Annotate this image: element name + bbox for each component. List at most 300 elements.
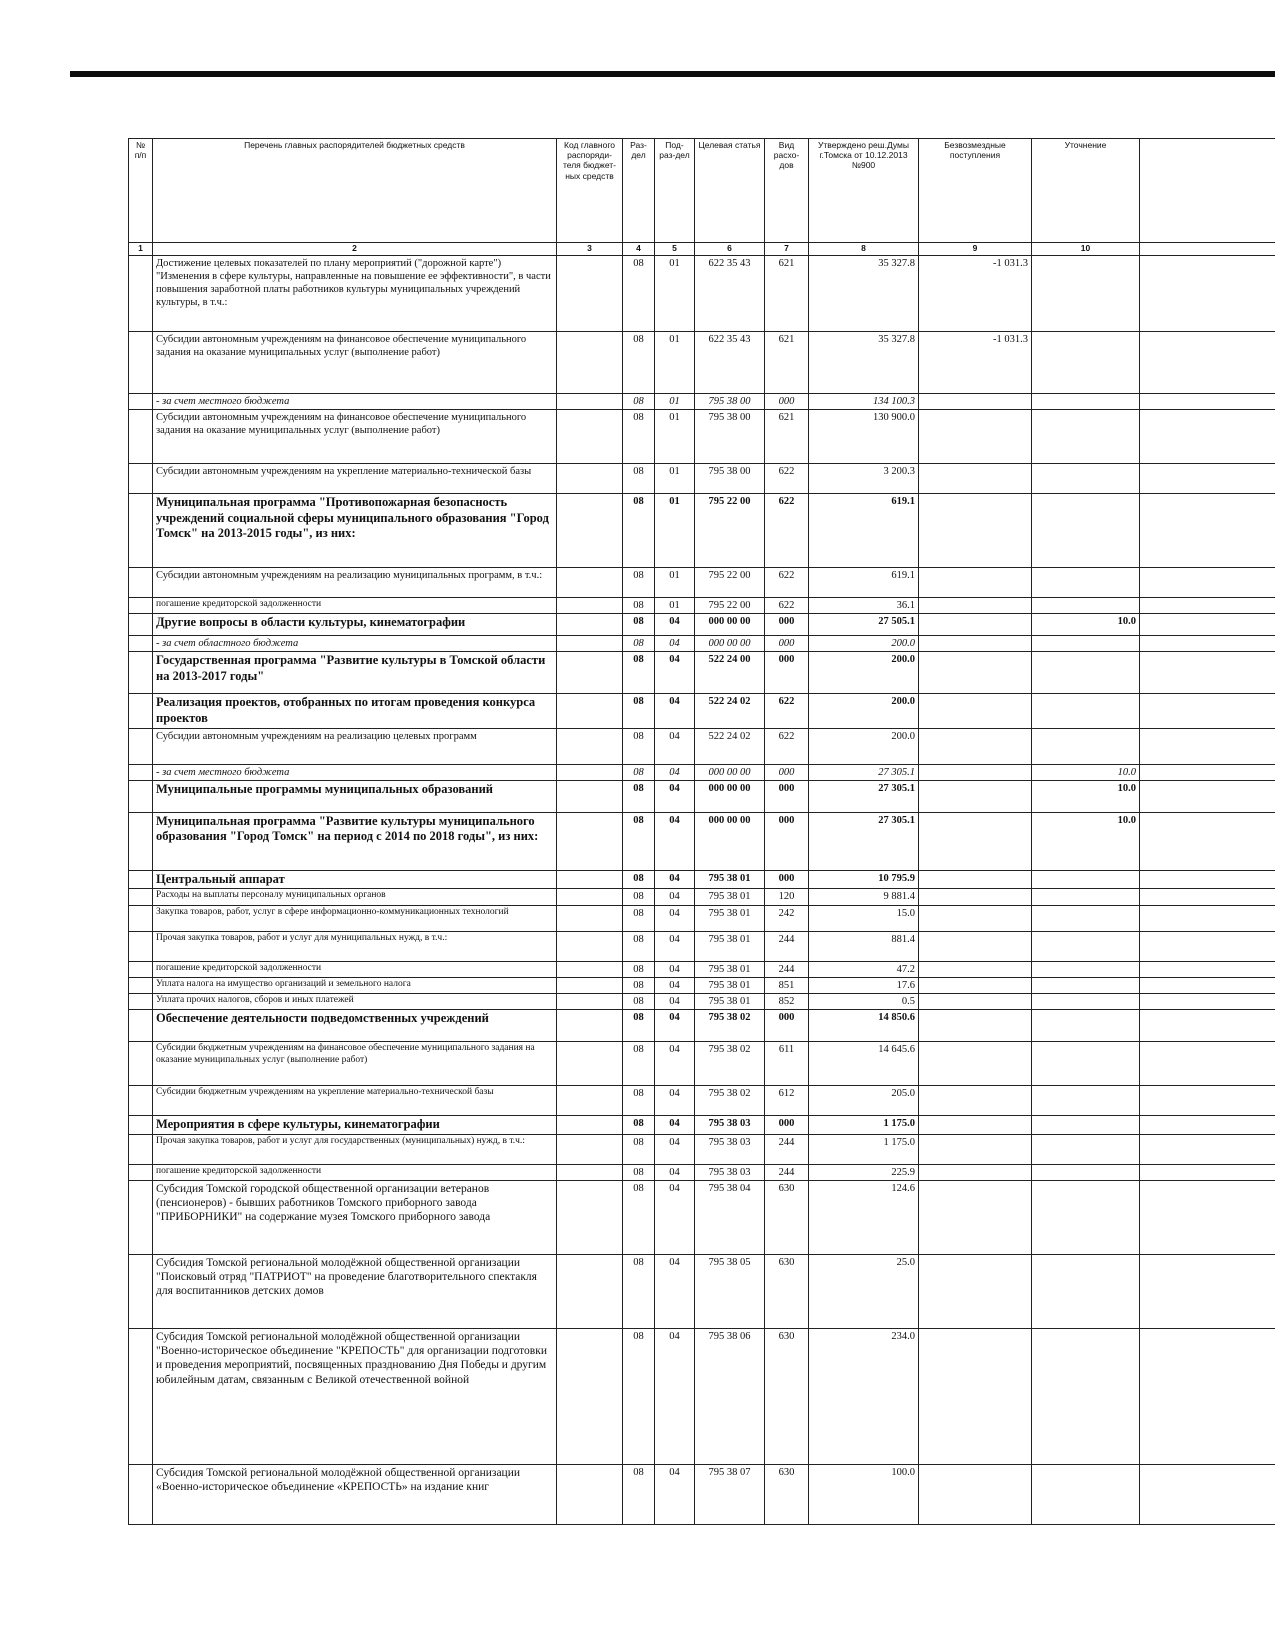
- header-grants: Безвозмездные поступления: [919, 139, 1032, 243]
- row-name: погашение кредиторской задолженности: [153, 598, 557, 614]
- row-refinement: [1032, 1085, 1140, 1115]
- row-subsection: 01: [655, 394, 695, 410]
- row-grants: [919, 1328, 1032, 1464]
- row-section: 08: [623, 728, 655, 764]
- row-subsection: 01: [655, 568, 695, 598]
- row-number: [129, 1009, 153, 1041]
- row-target: 795 22 00: [695, 568, 765, 598]
- row-expense-type: 242: [765, 905, 809, 931]
- row-name: Субсидия Томской региональной молодёжной общественной организации «Военно-историческое объединение «КРЕПОСТЬ» на издание книг: [153, 1464, 557, 1524]
- table-body: [129, 256, 1275, 1525]
- col-number: 7: [765, 243, 809, 256]
- row-grants: [919, 977, 1032, 993]
- row-subsection: 01: [655, 464, 695, 494]
- row-grants: [919, 394, 1032, 410]
- row-refinement: [1032, 1464, 1140, 1524]
- header-section: Раз-дел: [623, 139, 655, 243]
- row-code: [557, 410, 623, 464]
- row-expense-type: 000: [765, 652, 809, 694]
- row-section: 08: [623, 598, 655, 614]
- table-row: [129, 1164, 1275, 1180]
- row-refinement: [1032, 1254, 1140, 1328]
- table-row: [129, 1134, 1275, 1164]
- row-section: 08: [623, 494, 655, 568]
- row-target: 795 22 00: [695, 494, 765, 568]
- header-target: Целевая статья: [695, 139, 765, 243]
- row-target: 000 00 00: [695, 764, 765, 780]
- row-code: [557, 636, 623, 652]
- row-extra: [1140, 464, 1275, 494]
- row-expense-type: 630: [765, 1254, 809, 1328]
- row-subsection: 04: [655, 764, 695, 780]
- table-row: [129, 905, 1275, 931]
- row-target: 522 24 00: [695, 652, 765, 694]
- row-approved: 205.0: [809, 1085, 919, 1115]
- row-subsection: 04: [655, 652, 695, 694]
- row-approved: 200.0: [809, 728, 919, 764]
- row-grants: [919, 1115, 1032, 1134]
- row-name: Субсидия Томской городской общественной организации ветеранов (пенсионеров) - бывших работников Томского приборного завода "ПРИБОРНИКИ" на содержание музея Томского приборного завода: [153, 1180, 557, 1254]
- row-code: [557, 1085, 623, 1115]
- row-approved: 0.5: [809, 993, 919, 1009]
- row-extra: [1140, 780, 1275, 812]
- row-grants: [919, 598, 1032, 614]
- row-name: погашение кредиторской задолженности: [153, 961, 557, 977]
- row-refinement: [1032, 332, 1140, 394]
- row-expense-type: 000: [765, 812, 809, 870]
- row-expense-type: 630: [765, 1328, 809, 1464]
- column-numbers-row: [129, 243, 1275, 256]
- row-grants: [919, 652, 1032, 694]
- row-expense-type: 244: [765, 931, 809, 961]
- row-name: Другие вопросы в области культуры, кинематографии: [153, 614, 557, 636]
- row-approved: 134 100.3: [809, 394, 919, 410]
- row-name: Муниципальная программа "Противопожарная безопасность учреждений социальной сферы муниципального образования "Город Томск" на 2013-2015 годы", из них:: [153, 494, 557, 568]
- row-section: 08: [623, 1009, 655, 1041]
- row-extra: [1140, 636, 1275, 652]
- row-code: [557, 464, 623, 494]
- row-section: 08: [623, 764, 655, 780]
- row-grants: [919, 568, 1032, 598]
- row-name: Уплата налога на имущество организаций и земельного налога: [153, 977, 557, 993]
- row-approved: 25.0: [809, 1254, 919, 1328]
- row-grants: [919, 1464, 1032, 1524]
- row-grants: -1 031.3: [919, 256, 1032, 332]
- table-row: [129, 410, 1275, 464]
- row-refinement: [1032, 636, 1140, 652]
- header-subsection: Под-раз-дел: [655, 139, 695, 243]
- row-extra: [1140, 977, 1275, 993]
- row-subsection: 04: [655, 780, 695, 812]
- row-extra: [1140, 1328, 1275, 1464]
- row-section: 08: [623, 977, 655, 993]
- row-extra: [1140, 1180, 1275, 1254]
- row-number: [129, 780, 153, 812]
- row-refinement: [1032, 977, 1140, 993]
- row-section: 08: [623, 652, 655, 694]
- table-row: [129, 1009, 1275, 1041]
- row-approved: 1 175.0: [809, 1134, 919, 1164]
- row-extra: [1140, 889, 1275, 905]
- row-expense-type: 622: [765, 464, 809, 494]
- row-approved: 27 305.1: [809, 812, 919, 870]
- row-approved: 200.0: [809, 694, 919, 728]
- row-grants: [919, 1254, 1032, 1328]
- row-grants: [919, 780, 1032, 812]
- row-extra: [1140, 494, 1275, 568]
- row-expense-type: 630: [765, 1180, 809, 1254]
- row-approved: 14 850.6: [809, 1009, 919, 1041]
- row-grants: [919, 1009, 1032, 1041]
- row-extra: [1140, 652, 1275, 694]
- table-row: [129, 728, 1275, 764]
- row-code: [557, 889, 623, 905]
- row-extra: [1140, 812, 1275, 870]
- table-row: [129, 636, 1275, 652]
- row-extra: [1140, 614, 1275, 636]
- row-number: [129, 905, 153, 931]
- row-extra: [1140, 1085, 1275, 1115]
- row-section: 08: [623, 614, 655, 636]
- row-target: 795 38 00: [695, 394, 765, 410]
- row-grants: [919, 494, 1032, 568]
- table-row: [129, 1115, 1275, 1134]
- row-number: [129, 1254, 153, 1328]
- row-subsection: 04: [655, 1328, 695, 1464]
- row-subsection: 04: [655, 1254, 695, 1328]
- row-number: [129, 1464, 153, 1524]
- row-extra: [1140, 993, 1275, 1009]
- row-code: [557, 905, 623, 931]
- row-refinement: 10.0: [1032, 812, 1140, 870]
- table-row: [129, 977, 1275, 993]
- row-name: Реализация проектов, отобранных по итогам проведения конкурса проектов: [153, 694, 557, 728]
- row-target: 795 38 07: [695, 1464, 765, 1524]
- row-section: 08: [623, 780, 655, 812]
- row-number: [129, 1085, 153, 1115]
- row-number: [129, 464, 153, 494]
- row-approved: 27 505.1: [809, 614, 919, 636]
- row-name: Мероприятия в сфере культуры, кинематографии: [153, 1115, 557, 1134]
- row-number: [129, 812, 153, 870]
- row-name: Субсидии автономным учреждениям на реализацию целевых программ: [153, 728, 557, 764]
- row-number: [129, 728, 153, 764]
- row-code: [557, 764, 623, 780]
- row-extra: [1140, 905, 1275, 931]
- row-subsection: 01: [655, 494, 695, 568]
- row-code: [557, 1164, 623, 1180]
- row-name: Субсидии бюджетным учреждениям на финансовое обеспечение муниципального задания на оказание муниципальных услуг (выполнение работ): [153, 1041, 557, 1085]
- col-number: 2: [153, 243, 557, 256]
- row-subsection: 04: [655, 1464, 695, 1524]
- row-refinement: 10.0: [1032, 764, 1140, 780]
- row-expense-type: 630: [765, 1464, 809, 1524]
- row-target: 795 22 00: [695, 598, 765, 614]
- row-extra: [1140, 332, 1275, 394]
- row-approved: 225.9: [809, 1164, 919, 1180]
- row-name: Субсидия Томской региональной молодёжной общественной организации "Поисковый отряд "ПАТРИОТ" на проведение благотворительного спектакля для воспитанников детских домов: [153, 1254, 557, 1328]
- row-subsection: 04: [655, 1009, 695, 1041]
- row-approved: 619.1: [809, 494, 919, 568]
- row-section: 08: [623, 332, 655, 394]
- row-subsection: 04: [655, 931, 695, 961]
- table-row: [129, 931, 1275, 961]
- row-extra: [1140, 764, 1275, 780]
- row-refinement: [1032, 1115, 1140, 1134]
- row-approved: 100.0: [809, 1464, 919, 1524]
- row-grants: [919, 1180, 1032, 1254]
- row-name: Прочая закупка товаров, работ и услуг для муниципальных нужд, в т.ч.:: [153, 931, 557, 961]
- row-code: [557, 1041, 623, 1085]
- row-expense-type: 000: [765, 870, 809, 889]
- row-target: 795 38 03: [695, 1115, 765, 1134]
- row-number: [129, 1164, 153, 1180]
- row-expense-type: 622: [765, 694, 809, 728]
- row-code: [557, 1328, 623, 1464]
- row-code: [557, 728, 623, 764]
- row-refinement: [1032, 598, 1140, 614]
- row-number: [129, 870, 153, 889]
- row-target: 000 00 00: [695, 812, 765, 870]
- row-number: [129, 256, 153, 332]
- header-extra: [1140, 139, 1275, 243]
- row-approved: 130 900.0: [809, 410, 919, 464]
- row-expense-type: 851: [765, 977, 809, 993]
- table-row: [129, 889, 1275, 905]
- row-subsection: 01: [655, 256, 695, 332]
- row-section: 08: [623, 812, 655, 870]
- row-approved: 17.6: [809, 977, 919, 993]
- row-code: [557, 931, 623, 961]
- row-section: 08: [623, 1085, 655, 1115]
- row-name: Центральный аппарат: [153, 870, 557, 889]
- row-expense-type: 120: [765, 889, 809, 905]
- row-refinement: [1032, 889, 1140, 905]
- table-row: [129, 1180, 1275, 1254]
- row-name: Субсидии автономным учреждениям на финансовое обеспечение муниципального задания на оказание муниципальных услуг (выполнение работ): [153, 332, 557, 394]
- row-subsection: 01: [655, 410, 695, 464]
- row-refinement: [1032, 410, 1140, 464]
- row-target: 622 35 43: [695, 256, 765, 332]
- row-target: 795 38 01: [695, 889, 765, 905]
- row-number: [129, 1328, 153, 1464]
- row-approved: 10 795.9: [809, 870, 919, 889]
- row-name: Муниципальная программа "Развитие культуры муниципального образования "Город Томск" на период с 2014 по 2018 годы", из них:: [153, 812, 557, 870]
- table-row: [129, 332, 1275, 394]
- row-section: 08: [623, 993, 655, 1009]
- row-approved: 1 175.0: [809, 1115, 919, 1134]
- row-section: 08: [623, 1134, 655, 1164]
- row-subsection: 04: [655, 636, 695, 652]
- row-name: Государственная программа "Развитие культуры в Томской области на 2013-2017 годы": [153, 652, 557, 694]
- row-name: Субсидии автономным учреждениям на финансовое обеспечение муниципального задания на оказание муниципальных услуг (выполнение работ): [153, 410, 557, 464]
- table-row: [129, 780, 1275, 812]
- row-subsection: 04: [655, 977, 695, 993]
- row-expense-type: 000: [765, 764, 809, 780]
- row-subsection: 01: [655, 598, 695, 614]
- row-approved: 27 305.1: [809, 780, 919, 812]
- row-target: 795 38 03: [695, 1164, 765, 1180]
- row-section: 08: [623, 1115, 655, 1134]
- row-code: [557, 1009, 623, 1041]
- col-number-extra: [1140, 243, 1275, 256]
- col-number: 10: [1032, 243, 1140, 256]
- row-subsection: 04: [655, 1134, 695, 1164]
- col-number: 5: [655, 243, 695, 256]
- row-subsection: 04: [655, 993, 695, 1009]
- row-extra: [1140, 1115, 1275, 1134]
- row-name: Закупка товаров, работ, услуг в сфере информационно-коммуникационных технологий: [153, 905, 557, 931]
- row-expense-type: 244: [765, 1134, 809, 1164]
- row-approved: 36.1: [809, 598, 919, 614]
- row-refinement: [1032, 931, 1140, 961]
- row-expense-type: 622: [765, 598, 809, 614]
- row-expense-type: 000: [765, 1009, 809, 1041]
- row-expense-type: 000: [765, 1115, 809, 1134]
- row-subsection: 01: [655, 332, 695, 394]
- row-refinement: 10.0: [1032, 614, 1140, 636]
- row-extra: [1140, 1164, 1275, 1180]
- row-extra: [1140, 568, 1275, 598]
- row-section: 08: [623, 961, 655, 977]
- row-extra: [1140, 931, 1275, 961]
- row-target: 000 00 00: [695, 780, 765, 812]
- row-extra: [1140, 410, 1275, 464]
- table-row: [129, 1041, 1275, 1085]
- table-row: [129, 764, 1275, 780]
- row-target: 795 38 01: [695, 977, 765, 993]
- row-grants: [919, 931, 1032, 961]
- row-number: [129, 1180, 153, 1254]
- row-expense-type: 000: [765, 394, 809, 410]
- row-expense-type: 611: [765, 1041, 809, 1085]
- row-section: 08: [623, 1328, 655, 1464]
- row-section: 08: [623, 394, 655, 410]
- row-code: [557, 977, 623, 993]
- row-number: [129, 931, 153, 961]
- row-refinement: [1032, 993, 1140, 1009]
- row-approved: 9 881.4: [809, 889, 919, 905]
- table-row: [129, 1464, 1275, 1524]
- row-subsection: 04: [655, 694, 695, 728]
- table-row: [129, 1254, 1275, 1328]
- row-approved: 35 327.8: [809, 332, 919, 394]
- row-subsection: 04: [655, 614, 695, 636]
- row-approved: 200.0: [809, 652, 919, 694]
- row-target: 795 38 01: [695, 931, 765, 961]
- row-grants: [919, 636, 1032, 652]
- row-subsection: 04: [655, 728, 695, 764]
- row-code: [557, 1134, 623, 1164]
- row-grants: [919, 812, 1032, 870]
- row-subsection: 04: [655, 870, 695, 889]
- row-approved: 47.2: [809, 961, 919, 977]
- row-refinement: [1032, 961, 1140, 977]
- row-subsection: 04: [655, 961, 695, 977]
- row-number: [129, 889, 153, 905]
- table-row: [129, 961, 1275, 977]
- table-row: [129, 1328, 1275, 1464]
- row-target: 795 38 02: [695, 1085, 765, 1115]
- row-refinement: [1032, 1009, 1140, 1041]
- table-row: [129, 394, 1275, 410]
- row-section: 08: [623, 694, 655, 728]
- row-refinement: [1032, 728, 1140, 764]
- table-row: [129, 614, 1275, 636]
- col-number: 8: [809, 243, 919, 256]
- row-grants: [919, 1134, 1032, 1164]
- row-target: 795 38 04: [695, 1180, 765, 1254]
- row-target: 795 38 03: [695, 1134, 765, 1164]
- col-number: 3: [557, 243, 623, 256]
- row-refinement: [1032, 694, 1140, 728]
- row-name: Прочая закупка товаров, работ и услуг для государственных (муниципальных) нужд, в т.ч.:: [153, 1134, 557, 1164]
- row-number: [129, 410, 153, 464]
- row-code: [557, 394, 623, 410]
- row-approved: 881.4: [809, 931, 919, 961]
- row-target: 622 35 43: [695, 332, 765, 394]
- row-refinement: [1032, 1134, 1140, 1164]
- row-grants: [919, 993, 1032, 1009]
- row-number: [129, 568, 153, 598]
- row-expense-type: 622: [765, 728, 809, 764]
- row-section: 08: [623, 1180, 655, 1254]
- row-name: Обеспечение деятельности подведомственных учреждений: [153, 1009, 557, 1041]
- row-section: 08: [623, 464, 655, 494]
- row-grants: [919, 694, 1032, 728]
- row-target: 795 38 01: [695, 905, 765, 931]
- row-extra: [1140, 1254, 1275, 1328]
- row-target: 000 00 00: [695, 636, 765, 652]
- table-row: [129, 812, 1275, 870]
- row-number: [129, 1115, 153, 1134]
- row-extra: [1140, 598, 1275, 614]
- row-approved: 3 200.3: [809, 464, 919, 494]
- row-section: 08: [623, 870, 655, 889]
- row-expense-type: 621: [765, 332, 809, 394]
- row-code: [557, 494, 623, 568]
- row-expense-type: 000: [765, 636, 809, 652]
- row-grants: [919, 961, 1032, 977]
- table-row: [129, 1085, 1275, 1115]
- row-section: 08: [623, 1254, 655, 1328]
- row-refinement: [1032, 1328, 1140, 1464]
- row-refinement: 10.0: [1032, 780, 1140, 812]
- row-code: [557, 568, 623, 598]
- row-subsection: 04: [655, 1041, 695, 1085]
- row-subsection: 04: [655, 889, 695, 905]
- row-section: 08: [623, 256, 655, 332]
- row-expense-type: 621: [765, 410, 809, 464]
- row-approved: 27 305.1: [809, 764, 919, 780]
- row-code: [557, 1115, 623, 1134]
- table-row: [129, 652, 1275, 694]
- row-name: Субсидии автономным учреждениям на реализацию муниципальных программ, в т.ч.:: [153, 568, 557, 598]
- row-number: [129, 961, 153, 977]
- row-target: 522 24 02: [695, 694, 765, 728]
- row-number: [129, 764, 153, 780]
- row-section: 08: [623, 568, 655, 598]
- table-row: [129, 870, 1275, 889]
- row-subsection: 04: [655, 905, 695, 931]
- row-code: [557, 812, 623, 870]
- row-expense-type: 621: [765, 256, 809, 332]
- row-section: 08: [623, 931, 655, 961]
- row-extra: [1140, 694, 1275, 728]
- header-code: Код главного распоряди-теля бюджет-ных средств: [557, 139, 623, 243]
- row-grants: -1 031.3: [919, 332, 1032, 394]
- row-code: [557, 614, 623, 636]
